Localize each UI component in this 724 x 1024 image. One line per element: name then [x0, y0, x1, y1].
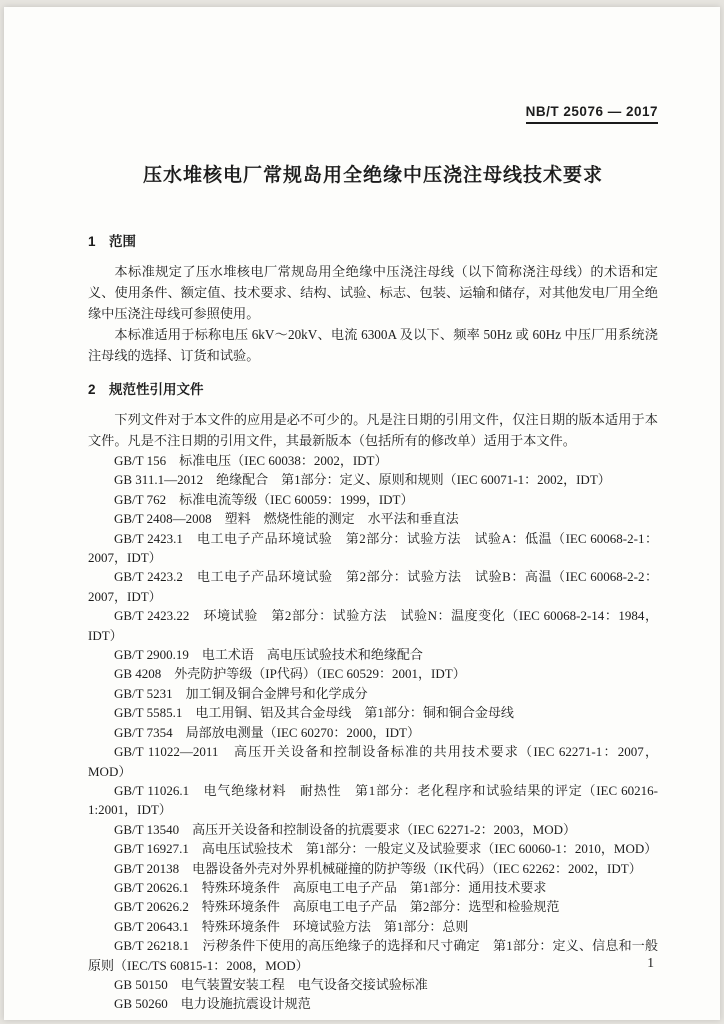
reference-item: GB/T 20626.1 特殊环境条件 高原电工电子产品 第1部分：通用技术要求	[114, 879, 547, 895]
reference-item: GB/T 762 标准电流等级（IEC 60059：1999，IDT）	[114, 491, 414, 507]
reference-item: GB/T 20138 电器设备外壳对外界机械碰撞的防护等级（IK代码）（IEC 62262：2002，IDT）	[114, 860, 642, 876]
reference-item: GB 50260 电力设施抗震设计规范	[114, 996, 311, 1012]
reference-item: GB/T 5585.1 电工用铜、铝及其合金母线 第1部分：铜和铜合金母线	[114, 705, 514, 721]
reference-item: GB/T 16927.1 高电压试验技术 第1部分：一般定义及试验要求（IEC 60060-1：2010，MOD）	[114, 841, 658, 857]
reference-item: GB 50150 电气装置安装工程 电气设备交接试验标准	[114, 976, 428, 992]
reference-item: GB/T 13540 高压开关设备和控制设备的抗震要求（IEC 62271-2：2003，MOD）	[114, 821, 576, 837]
reference-item: GB 4208 外壳防护等级（IP代码）（IEC 60529：2001，IDT）	[114, 666, 466, 682]
section-heading: 1 范围	[88, 234, 137, 249]
document-page	[4, 7, 720, 1020]
standard-number: NB/T 25076 — 2017	[526, 104, 658, 124]
paragraph: 下列文件对于本文件的应用是必不可少的。凡是注日期的引用文件，仅注日期的版本适用于本文件。凡是不注日期的引用文件，其最新版本（包括所有的修改单）适用于本文件。	[88, 412, 658, 448]
reference-item: GB/T 2423.22 环境试验 第2部分：试验方法 试验N：温度变化（IEC 60068-2-14：1984，IDT）	[88, 608, 658, 643]
paragraph: 本标准适用于标称电压 6kV～20kV、电流 6300A 及以下、频率 50Hz 或 60Hz 中压厂用系统浇注母线的选择、订货和试验。	[88, 327, 658, 363]
reference-item: GB/T 11022—2011 高压开关设备和控制设备标准的共用技术要求（IEC 62271-1：2007，MOD）	[88, 744, 658, 779]
reference-item: GB/T 20626.2 特殊环境条件 高原电工电子产品 第2部分：选型和检验规范	[114, 899, 560, 915]
paragraph: 本标准规定了压水堆核电厂常规岛用全绝缘中压浇注母线（以下简称浇注母线）的术语和定义、使用条件、额定值、技术要求、结构、试验、标志、包装、运输和储存，对其他发电厂用全绝缘中压浇注母线可参照使用。	[88, 264, 658, 321]
reference-item: GB/T 5231 加工铜及铜合金牌号和化学成分	[114, 685, 368, 701]
page-number: 1	[647, 955, 654, 970]
reference-item: GB/T 2408—2008 塑料 燃烧性能的测定 水平法和垂直法	[114, 511, 459, 527]
doc-header	[88, 103, 658, 124]
doc-body	[88, 231, 658, 1014]
reference-item: GB/T 2423.2 电工电子产品环境试验 第2部分：试验方法 试验B：高温（IEC 60068-2-2：2007，IDT）	[88, 569, 658, 604]
reference-item: GB/T 26218.1 污秽条件下使用的高压绝缘子的选择和尺寸确定 第1部分：定义、信息和一般原则（IEC/TS 60815-1：2008，MOD）	[88, 938, 658, 973]
reference-item: GB/T 20643.1 特殊环境条件 环境试验方法 第1部分：总则	[114, 918, 469, 934]
reference-item: GB/T 156 标准电压（IEC 60038：2002，IDT）	[114, 453, 388, 468]
reference-item: GB/T 7354 局部放电测量（IEC 60270：2000，IDT）	[114, 724, 420, 740]
doc-title: 压水堆核电厂常规岛用全绝缘中压浇注母线技术要求	[142, 165, 603, 186]
reference-item: GB/T 11026.1 电气绝缘材料 耐热性 第1部分：老化程序和试验结果的评定（IEC 60216-1:2001，IDT）	[88, 782, 658, 818]
reference-item: GB/T 2900.19 电工术语 高电压试验技术和绝缘配合	[114, 647, 423, 663]
reference-item: GB/T 2423.1 电工电子产品环境试验 第2部分：试验方法 试验A：低温（IEC 60068-2-1：2007，IDT）	[88, 530, 658, 566]
reference-item: GB 311.1—2012 绝缘配合 第1部分：定义、原则和规则（IEC 60071-1：2002，IDT）	[114, 472, 611, 488]
section-heading: 2 规范性引用文件	[88, 382, 204, 397]
